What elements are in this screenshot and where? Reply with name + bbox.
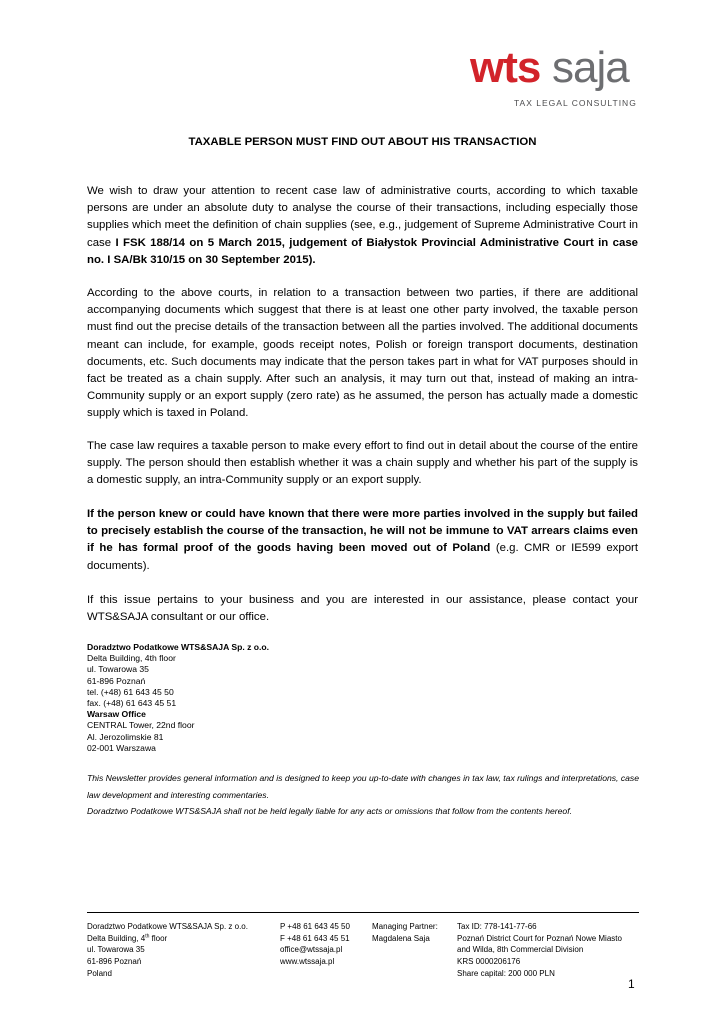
warsaw-line: CENTRAL Tower, 22nd floor [87, 720, 195, 731]
contact-line: Delta Building, 4th floor [87, 653, 176, 664]
footer-phone: P +48 61 643 45 50 [280, 922, 350, 931]
footer-court: Poznań District Court for Poznań Nowe Miasto [457, 933, 622, 943]
warsaw-office-heading: Warsaw Office [87, 709, 146, 720]
footer-city: 61-896 Poznań [87, 957, 142, 967]
paragraph-3: The case law requires a taxable person to make every effort to find out in detail about the course of the entire supply. The person should then establish whether it was a chain supply and whether his part of the supply is a domestic supply, an intra-Community supply or an export supply. [87, 440, 638, 487]
paragraph-1 [87, 183, 638, 269]
paragraph-1-bold: I FSK 188/14 on 5 March 2015, judgement of Białystok Provincial Administrative Court in case no. I SA/Bk 310/15 on 30 September 2015). [87, 236, 638, 266]
footer-email-link[interactable]: office@wtssaja.pl [280, 945, 343, 955]
paragraph-4 [87, 506, 638, 575]
contact-company: Doradztwo Podatkowe WTS&SAJA Sp. z o.o. [87, 642, 270, 652]
wts-saja-logo [470, 43, 645, 116]
footer-country: Poland [87, 968, 112, 978]
contact-line: ul. Towarowa 35 [87, 664, 149, 675]
footer-partner-label: Managing Partner: [372, 922, 438, 931]
logo-tagline: TAX LEGAL CONSULTING [514, 98, 637, 108]
footer-partner [372, 921, 438, 944]
paragraph-2: According to the above courts, in relation to a transaction between two parties, if there are additional accompanying documents which suggest that there is at least one other party involved, the taxable person must find out the precise details of the transaction between all the parties involved. The additional documents meant can include, for example, goods receipt notes, Polish or foreign transport documents, destination documents, etc. Such documents may indicate that the person takes part in what for VAT purposes should in fact be treated as a chain supply. After such an analysis, it may turn out that, instead of making an intra-Community supply or an export supply (zero rate) as he assumed, the person has actually made a domestic supply which is taxed in Poland. [87, 287, 638, 420]
footer-krs: KRS 0000206176 [457, 957, 521, 967]
paragraph-1-text: We wish to draw your attention to recent case law of administrative courts, according to which taxable persons are under an absolute duty to analyse the course of their transactions, including especially those supplies which meet the definition of chain supplies (see, e.g., judgement of Supreme Administrative Court in case [87, 185, 638, 249]
footer-fax: F +48 61 643 45 51 [280, 933, 350, 943]
warsaw-line: Al. Jerozolimskie 81 [87, 731, 164, 742]
footer-capital: Share capital: 200 000 PLN [457, 968, 555, 978]
footer-company: Doradztwo Podatkowe WTS&SAJA Sp. z o.o. [87, 922, 248, 931]
footer-website-link[interactable]: www.wtssaja.pl [280, 957, 335, 967]
disclaimer-line-2: Doradztwo Podatkowe WTS&SAJA shall not be held legally liable for any acts or omissions that follow from the contents hereof. [87, 806, 572, 817]
contact-line: 61-896 Poznań [87, 675, 146, 686]
footer-divider [87, 912, 639, 913]
page-number: 1 [628, 977, 635, 991]
logo-saja: saja [552, 43, 629, 92]
footer-registration [457, 921, 622, 980]
footer-division: and Wilda, 8th Commercial Division [457, 945, 584, 955]
newsletter-title: TAXABLE PERSON MUST FIND OUT ABOUT HIS TRANSACTION [188, 136, 537, 148]
footer-address [87, 921, 248, 980]
contact-fax: fax. (+48) 61 643 45 51 [87, 698, 177, 709]
disclaimer-line-1: This Newsletter provides general information and is designed to keep you up-to-date with changes in tax law, tax rulings and interpretations, case law development and interesting commentaries. [87, 773, 639, 800]
footer-partner-name: Magdalena Saja [372, 933, 430, 943]
paragraph-5: If this issue pertains to your business and you are interested in our assistance, please contact your WTS&SAJA consultant or our office. [87, 594, 638, 624]
paragraph-4-text: (e.g. CMR or IE599 export documents). [87, 542, 639, 572]
contact-phone: tel. (+48) 61 643 45 50 [87, 686, 174, 697]
footer-street: ul. Towarowa 35 [87, 945, 145, 955]
paragraph-4-bold: If the person knew or could have known that there were more parties involved in the supply but failed to precisely establish the course of the transaction, he will not be immune to VAT arrears claims even if he has formal proof of the goods having been moved out of Poland [87, 508, 638, 555]
logo-wts: wts [470, 43, 541, 92]
footer-contacts [280, 921, 350, 968]
footer-building: Delta Building, 4th floor [87, 933, 168, 943]
warsaw-line: 02-001 Warszawa [87, 742, 156, 753]
contact-block [87, 642, 269, 754]
disclaimer [87, 770, 639, 820]
footer-tax-id: Tax ID: 778-141-77-66 [457, 922, 537, 931]
